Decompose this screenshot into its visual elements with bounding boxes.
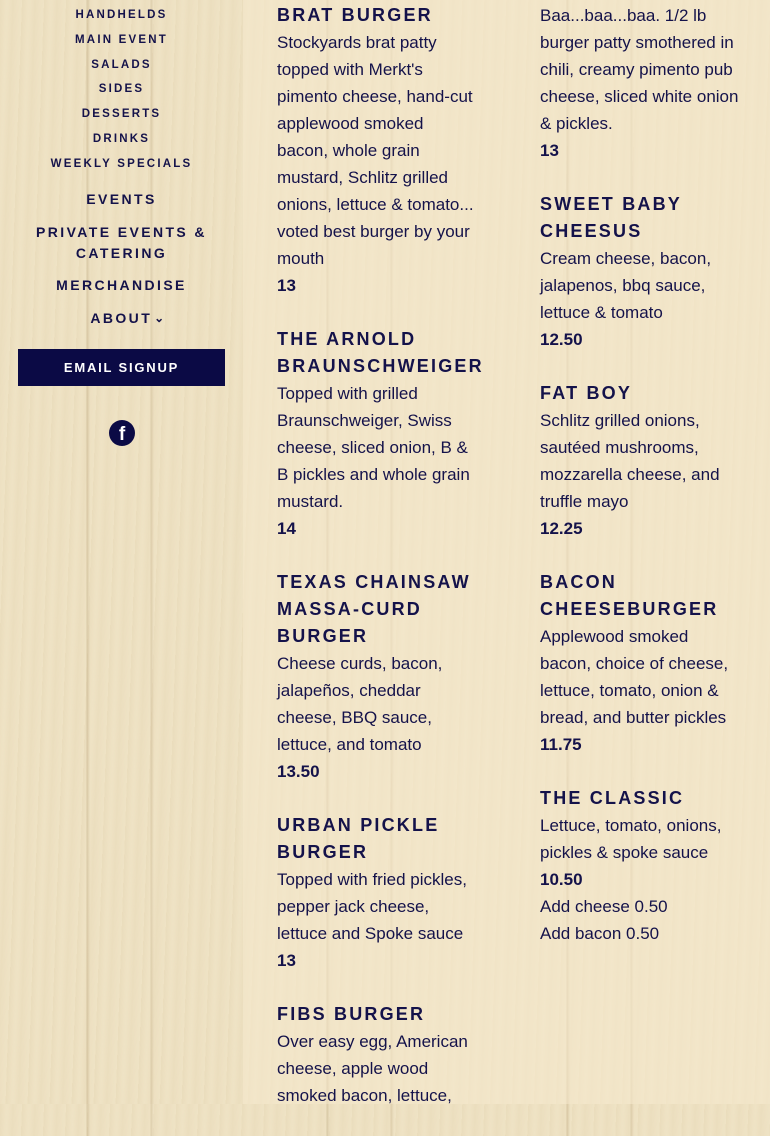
menu-item (540, 191, 740, 353)
nav-item-merchandise[interactable]: MERCHANDISE (56, 277, 187, 293)
menu-item-description: Baa...baa...baa. 1/2 lb burger patty smothered in chili, creamy pimento pub cheese, sliced white onion & pickles. (540, 6, 739, 133)
menu-item-title: TEXAS CHAINSAW MASSA-CURD BURGER (277, 572, 471, 646)
menu-item-description: Cream cheese, bacon, jalapenos, bbq sauce, lettuce & tomato (540, 249, 712, 322)
menu-item (540, 785, 740, 947)
menu-item (277, 2, 477, 299)
menu-item-price: 12.50 (540, 330, 583, 349)
menu-item-description: Over easy egg, American cheese, apple wood smoked bacon, lettuce, (277, 1032, 468, 1105)
menu-item-title: URBAN PICKLE BURGER (277, 815, 440, 862)
menu-item (277, 569, 477, 785)
nav-item-weekly-specials[interactable]: WEEKLY SPECIALS (50, 157, 193, 170)
menu-item-price: 12.25 (540, 519, 583, 538)
chevron-down-icon: ⌄ (154, 311, 167, 325)
menu-item-title: BACON CHEESEBURGER (540, 572, 719, 619)
menu-item-price: 13 (277, 951, 296, 970)
menu-content (243, 0, 770, 1104)
menu-item-description: Topped with grilled Braunschweiger, Swiss cheese, sliced onion, B & B pickles and whole grain mustard. (277, 384, 470, 511)
menu-item-description: Applewood smoked bacon, choice of cheese, lettuce, tomato, onion & bread, and butter pickles (540, 627, 729, 727)
menu-column-right (540, 0, 740, 974)
menu-item-title: FIBS BURGER (277, 1004, 426, 1024)
menu-item (277, 326, 484, 542)
menu-item-addon: Add cheese 0.50 (540, 897, 668, 916)
menu-item-price: 14 (277, 519, 296, 538)
nav-item-events[interactable]: EVENTS (86, 191, 157, 207)
menu-item (540, 2, 740, 164)
menu-item-title: THE ARNOLD BRAUNSCHWEIGER (277, 329, 484, 376)
facebook-icon[interactable]: f (109, 420, 135, 446)
menu-item-title: FAT BOY (540, 383, 633, 403)
menu-item-addon: Add bacon 0.50 (540, 924, 660, 943)
menu-item (540, 569, 740, 758)
menu-item-title: THE CLASSIC (540, 788, 685, 808)
nav-item-sides[interactable]: SIDES (98, 83, 145, 96)
menu-item-description: Lettuce, tomato, onions, pickles & spoke sauce (540, 816, 722, 862)
nav-item-about[interactable] (7, 308, 250, 329)
nav-item-drinks[interactable]: DRINKS (92, 132, 151, 145)
menu-item (277, 812, 477, 974)
sidebar (0, 0, 243, 1104)
menu-item-price: 10.50 (540, 870, 583, 889)
nav-about-label: ABOUT (90, 310, 153, 326)
nav-item-private-events[interactable]: PRIVATE EVENTS & CATERING (36, 224, 207, 261)
email-signup-button[interactable]: EMAIL SIGNUP (18, 349, 225, 386)
menu-item-price: 13 (540, 141, 559, 160)
nav-item-main-event[interactable]: MAIN EVENT (75, 33, 168, 46)
nav-item-desserts[interactable]: DESSERTS (81, 108, 162, 121)
menu-item-title: SWEET BABY CHEESUS (540, 194, 682, 241)
nav-item-salads[interactable]: SALADS (91, 58, 152, 71)
menu-item-price: 11.75 (540, 735, 582, 754)
nav-item-handhelds[interactable]: HANDHELDS (75, 9, 168, 21)
menu-item-description: Schlitz grilled onions, sautéed mushrooms, mozzarella cheese, and truffle mayo (540, 411, 720, 511)
menu-item-price: 13 (277, 276, 296, 295)
menu-item (277, 1001, 477, 1109)
menu-item (540, 380, 740, 542)
menu-column-left (277, 0, 484, 1136)
menu-item-description: Cheese curds, bacon, jalapeños, cheddar cheese, BBQ sauce, lettuce, and tomato (277, 654, 443, 754)
menu-section-nav (0, 3, 243, 177)
menu-item-description: Topped with fried pickles, pepper jack cheese, lettuce and Spoke sauce (277, 870, 467, 943)
menu-item-description: Stockyards brat patty topped with Merkt's pimento cheese, hand-cut applewood smoked bacon, whole grain mustard, Schlitz grilled onions, lettuce & tomato... voted best burger by your mouth (277, 33, 474, 268)
menu-item-title: BRAT BURGER (277, 5, 433, 25)
menu-item-price: 13.50 (277, 762, 320, 781)
